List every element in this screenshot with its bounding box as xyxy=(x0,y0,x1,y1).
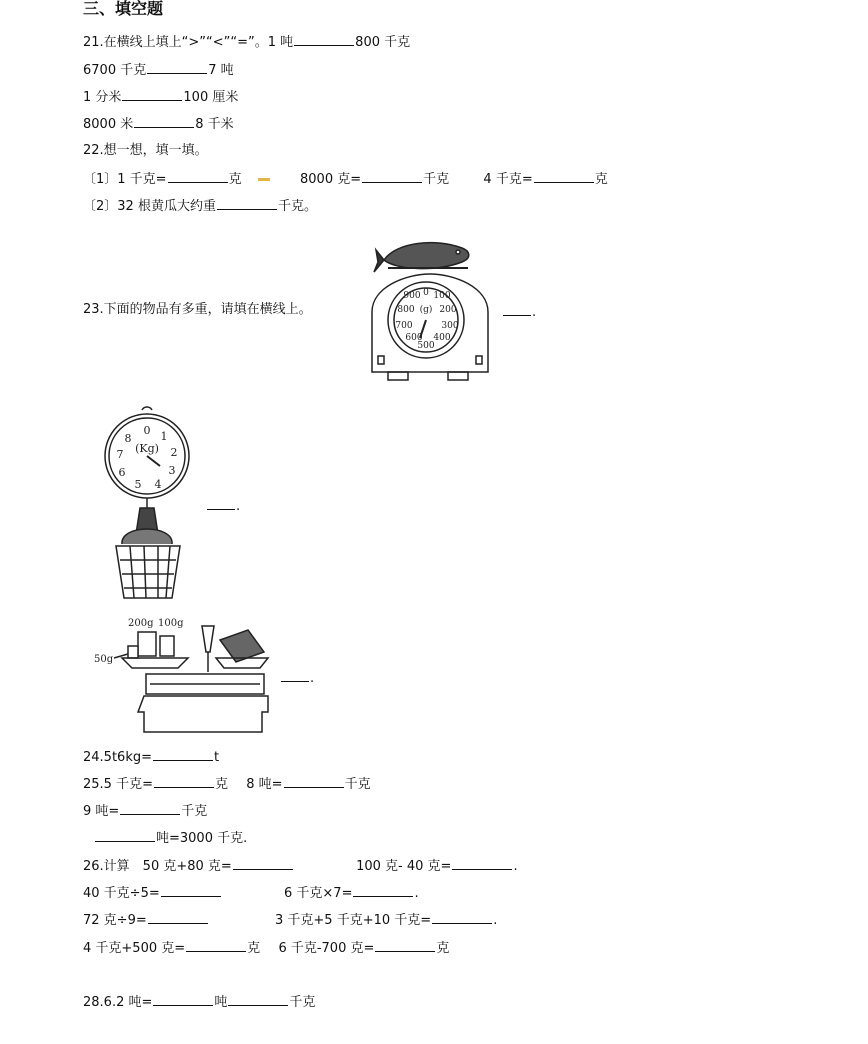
q26-d-text: 6 千克×7= xyxy=(284,886,353,901)
q22-p1c-post: 克 xyxy=(594,172,608,187)
answer-blank[interactable] xyxy=(120,802,180,815)
dial-label-200: 200 xyxy=(439,305,457,315)
answer-blank[interactable] xyxy=(432,911,492,924)
answer-blank[interactable] xyxy=(281,669,309,682)
q26-line3 xyxy=(83,911,497,929)
answer-blank[interactable] xyxy=(534,170,594,183)
q26-line2 xyxy=(83,884,419,902)
q26-h-post: 克 xyxy=(436,941,450,956)
q25-line3 xyxy=(94,829,247,847)
hang-dial-6: 6 xyxy=(118,466,126,479)
hanging-scale-illustration xyxy=(100,404,196,602)
q23-answer-2 xyxy=(206,497,240,515)
q22-p1a-post: 克 xyxy=(228,172,242,187)
scale-base xyxy=(138,696,268,732)
center-post xyxy=(202,626,214,652)
dial-label-600: 600 xyxy=(405,333,423,343)
hang-dial-unit: (Kg) xyxy=(135,442,159,455)
q23-answer-3 xyxy=(280,669,314,687)
dial-label-800: 800 xyxy=(397,305,415,315)
q21-line3 xyxy=(83,88,238,106)
answer-blank[interactable] xyxy=(153,993,213,1006)
q23-text: 23.下面的物品有多重，请填在横线上。 xyxy=(83,302,312,317)
dial-label-500: 500 xyxy=(417,341,435,351)
q21-line1-text: 21.在横线上填上“>”“<”“=”。1 吨 xyxy=(83,35,294,50)
q22-part2 xyxy=(83,197,317,215)
hang-dial-4: 4 xyxy=(154,478,162,491)
q26-f-post: . xyxy=(493,913,498,928)
dial-label-100: 100 xyxy=(433,291,451,301)
answer-blank[interactable] xyxy=(362,170,422,183)
q25-d-post: 吨=3000 千克. xyxy=(156,831,248,846)
hang-dial-7: 7 xyxy=(116,448,124,461)
hang-dial-1: 1 xyxy=(160,430,168,443)
q25-b-text: 8 吨= xyxy=(246,777,283,792)
fish-scale-illustration xyxy=(366,232,496,384)
q26-line4 xyxy=(83,939,449,957)
dial-label-0: 0 xyxy=(423,288,429,298)
q25-a-text: 25.5 千克= xyxy=(83,777,153,792)
q21-line4 xyxy=(83,115,234,133)
answer-blank[interactable] xyxy=(148,911,208,924)
q28-line xyxy=(83,993,315,1011)
q26-g-text: 4 千克+500 克= xyxy=(83,941,186,956)
fish-body xyxy=(384,243,469,269)
q21-line3-post: 100 厘米 xyxy=(183,90,239,105)
left-pan xyxy=(122,658,188,668)
q21-line1 xyxy=(83,33,410,51)
q21-line2-text: 6700 千克 xyxy=(83,63,147,78)
answer-blank[interactable] xyxy=(353,884,413,897)
weight-50g xyxy=(128,646,138,658)
q25-line1 xyxy=(83,775,371,793)
q21-line2-post: 7 吨 xyxy=(208,63,234,78)
answer-blank[interactable] xyxy=(452,857,512,870)
yellow-mark-icon xyxy=(258,178,270,181)
q21-line4-text: 8000 米 xyxy=(83,117,134,132)
label-200g: 200g xyxy=(128,618,154,629)
answer-blank[interactable] xyxy=(217,197,277,210)
answer-blank[interactable] xyxy=(134,115,194,128)
q22-p1c-text: 4 千克= xyxy=(483,172,533,187)
q22-p2-text: 〔2〕32 根黄瓜大约重 xyxy=(83,199,216,214)
q26-a-text: 26.计算 50 克+80 克= xyxy=(83,859,232,874)
book-object xyxy=(220,630,264,662)
q26-g-post: 克 xyxy=(247,941,261,956)
q23-answer-1 xyxy=(502,303,536,321)
q22-p2-post: 千克。 xyxy=(277,199,317,214)
dial-label-900: 900 xyxy=(403,291,421,301)
q25-line2 xyxy=(83,802,207,820)
q24-post: t xyxy=(214,750,220,765)
answer-blank[interactable] xyxy=(122,88,182,101)
q25-a-post: 克 xyxy=(214,777,228,792)
q21-line2 xyxy=(83,61,234,79)
answer-blank[interactable] xyxy=(228,993,288,1006)
q22-p1b-post: 千克 xyxy=(423,172,450,187)
answer-blank[interactable] xyxy=(375,939,435,952)
q22-part1 xyxy=(83,170,608,188)
answer-blank[interactable] xyxy=(503,303,531,316)
dial-label-700: 700 xyxy=(395,321,413,331)
answer-blank[interactable] xyxy=(147,61,207,74)
q28-text: 28.6.2 吨= xyxy=(83,995,153,1010)
q26-h-text: 6 千克-700 克= xyxy=(278,941,375,956)
q21-line3-text: 1 分米 xyxy=(83,90,122,105)
weight-100g xyxy=(160,636,174,656)
q26-b-post: . xyxy=(513,859,518,874)
answer-blank[interactable] xyxy=(207,497,235,510)
hang-dial-5: 5 xyxy=(134,478,142,491)
label-100g: 100g xyxy=(158,618,184,629)
q28-mid: 吨 xyxy=(214,995,228,1010)
hang-dial-2: 2 xyxy=(170,446,178,459)
dial-label-300: 300 xyxy=(441,321,459,331)
answer-blank[interactable] xyxy=(161,884,221,897)
q21-line4-post: 8 千米 xyxy=(195,117,234,132)
balance-scale-illustration xyxy=(92,612,272,742)
answer-blank[interactable] xyxy=(233,857,293,870)
dial-unit: (g) xyxy=(419,305,433,315)
hang-dial-0: 0 xyxy=(143,424,151,437)
q26-line1 xyxy=(83,857,518,875)
section-heading: 三、填空题 xyxy=(83,0,164,18)
q26-f-text: 3 千克+5 千克+10 千克= xyxy=(275,913,432,928)
q26-c-text: 40 千克÷5= xyxy=(83,886,160,901)
q26-d-post: . xyxy=(414,886,419,901)
basket-fruit xyxy=(122,529,172,544)
answer-blank[interactable] xyxy=(294,33,354,46)
answer-blank[interactable] xyxy=(186,939,246,952)
q22-title: 22.想一想，填一填。 xyxy=(83,143,208,158)
blank-dot: . xyxy=(310,671,315,686)
q22-p1a-text: 〔1〕1 千克= xyxy=(83,172,167,187)
q21-line1-post: 800 千克 xyxy=(355,35,411,50)
q24-text: 24.5t6kg= xyxy=(83,750,152,765)
dial-label-400: 400 xyxy=(433,333,451,343)
q25-b-post: 千克 xyxy=(344,777,371,792)
answer-blank[interactable] xyxy=(168,170,228,183)
q24-line xyxy=(83,748,219,766)
fish-tail xyxy=(374,250,384,272)
answer-blank[interactable] xyxy=(95,829,155,842)
label-50g: 50g xyxy=(94,654,114,665)
q25-c-text: 9 吨= xyxy=(83,804,120,819)
q26-e-text: 72 克÷9= xyxy=(83,913,147,928)
answer-blank[interactable] xyxy=(284,775,344,788)
blank-dot: . xyxy=(236,499,241,514)
basket xyxy=(116,546,180,598)
answer-blank[interactable] xyxy=(153,748,213,761)
q25-c-post: 千克 xyxy=(181,804,208,819)
q26-b-text: 100 克- 40 克= xyxy=(356,859,452,874)
blank-dot: . xyxy=(532,305,537,320)
q28-post: 千克 xyxy=(289,995,316,1010)
answer-blank[interactable] xyxy=(154,775,214,788)
hang-dial-8: 8 xyxy=(124,432,132,445)
hang-dial-3: 3 xyxy=(168,464,176,477)
q22-p1b-text: 8000 克= xyxy=(300,172,362,187)
weight-200g xyxy=(138,632,156,656)
